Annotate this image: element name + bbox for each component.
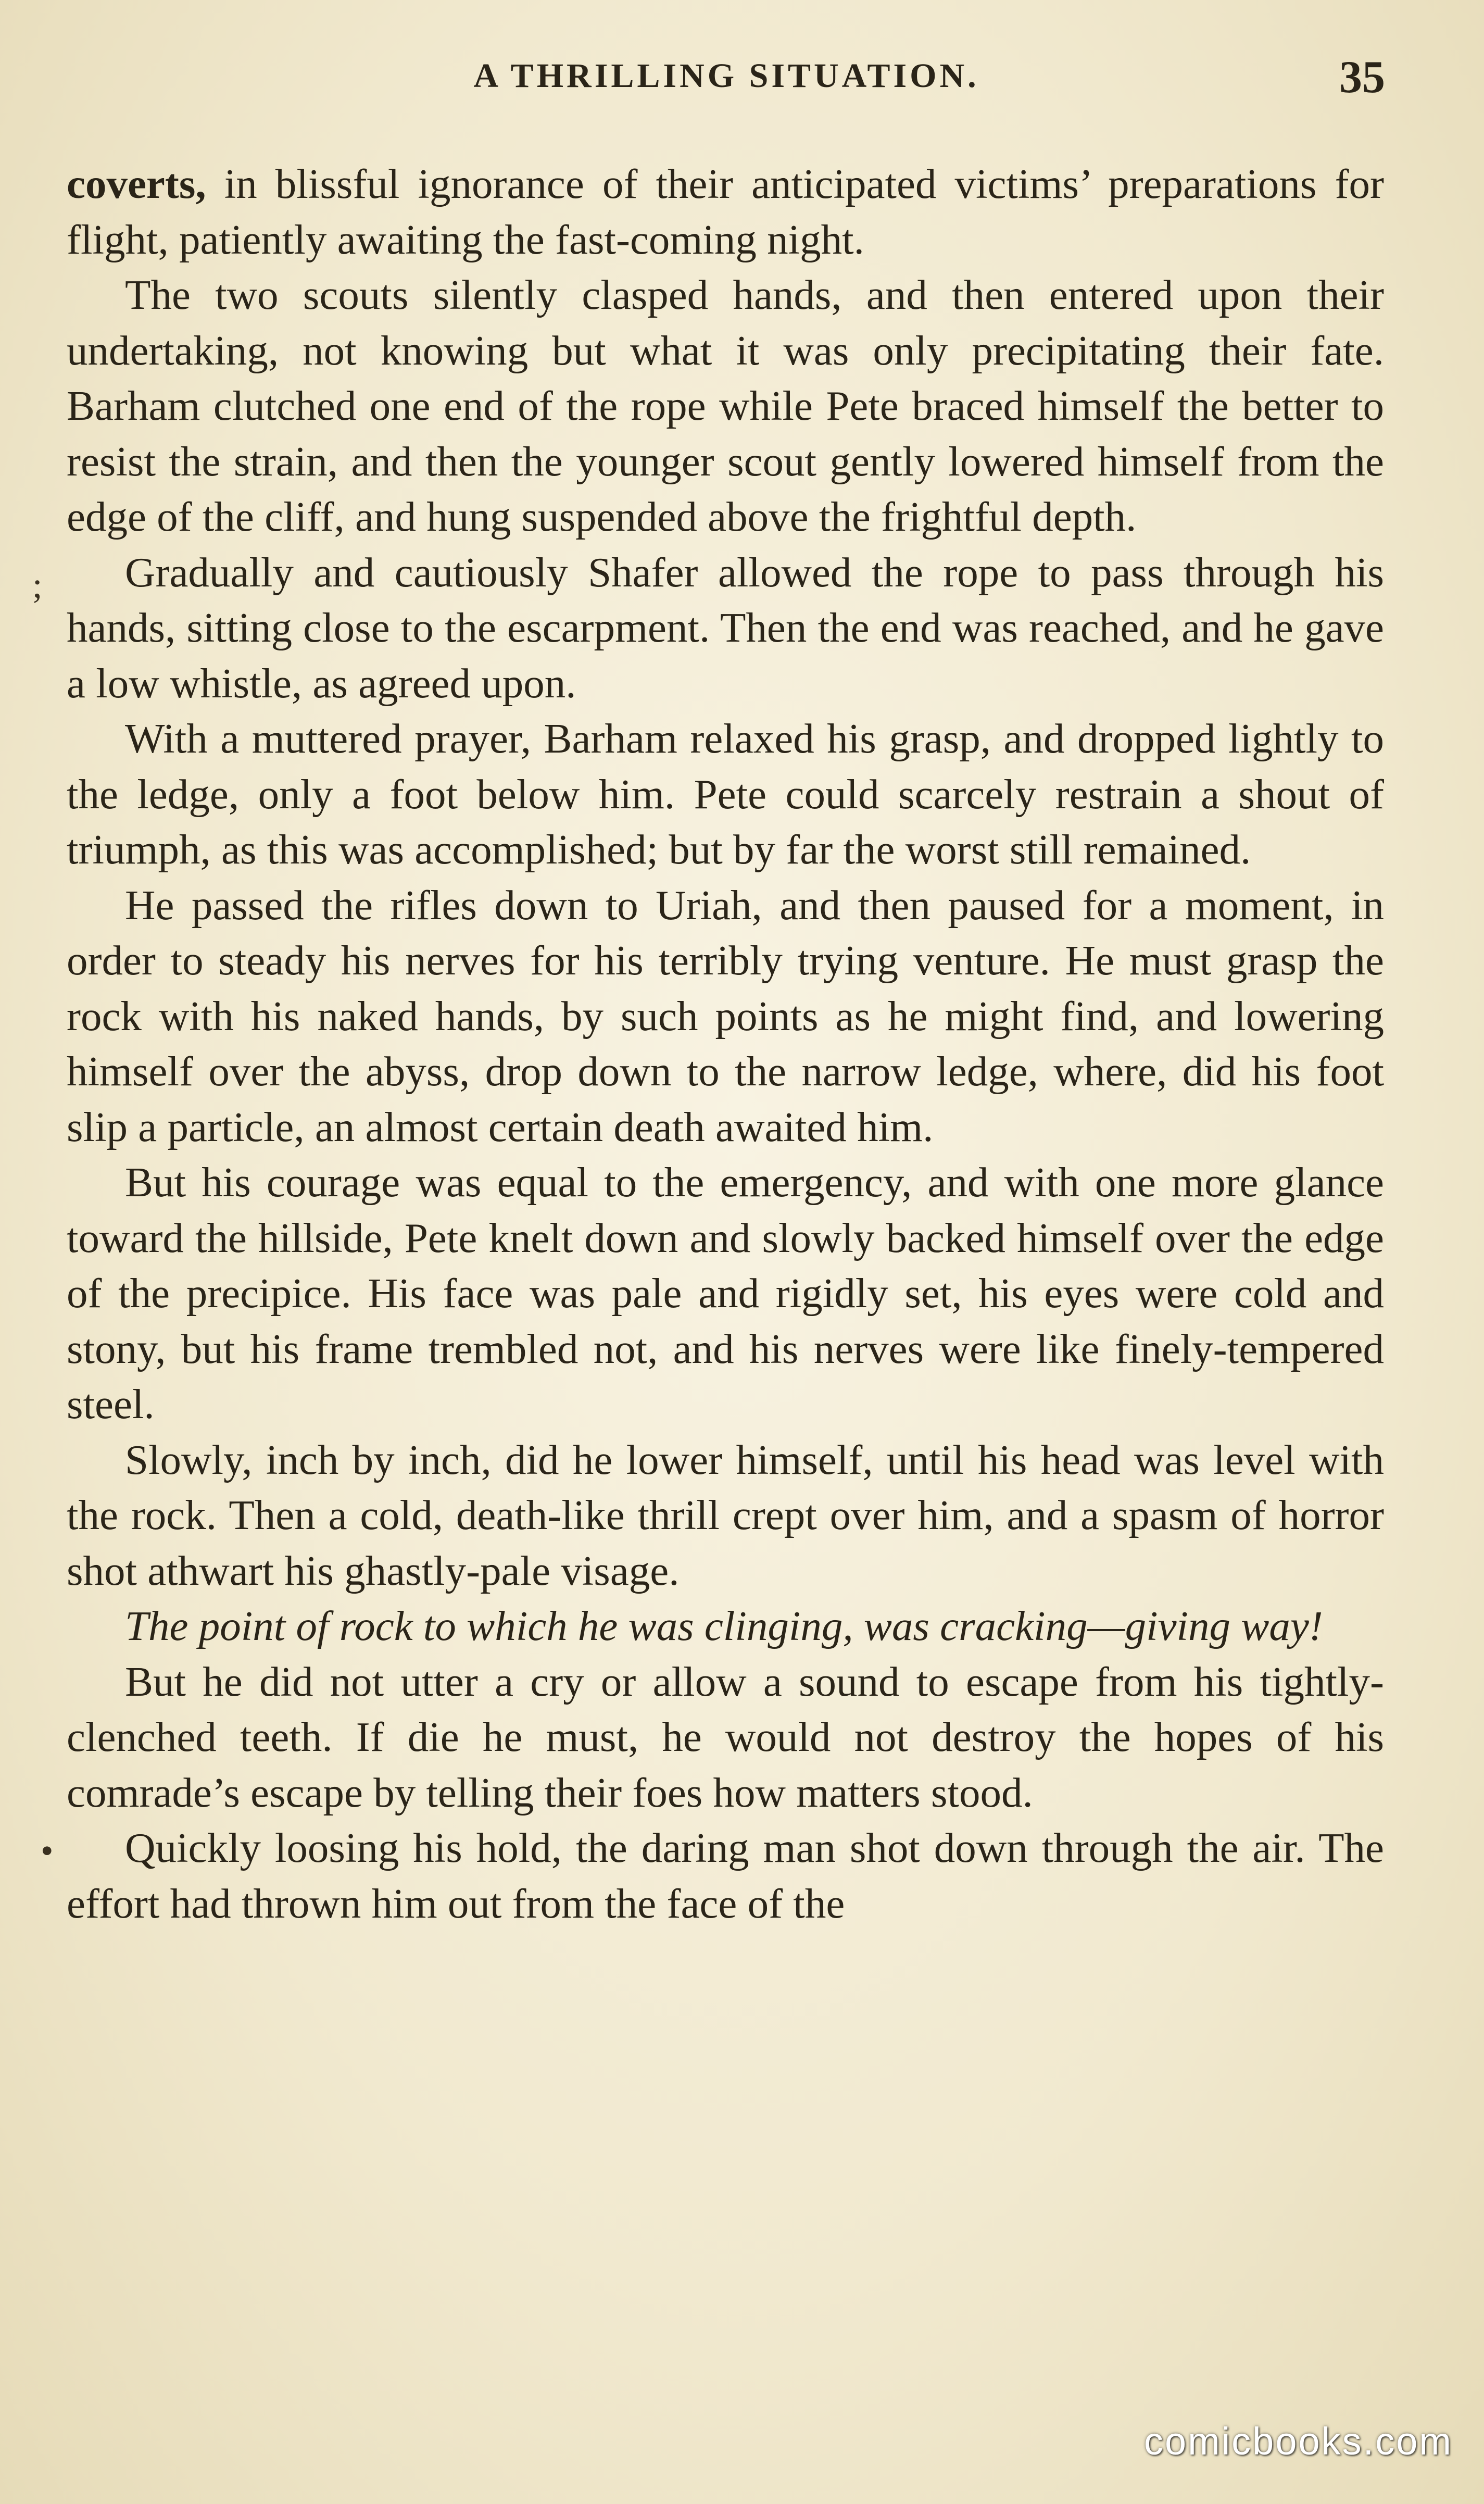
page-number: 35 [1339, 52, 1385, 103]
watermark: comicbooks.com [1143, 2420, 1453, 2463]
paragraph [67, 156, 1384, 267]
running-head: A THRILLING SITUATION. [473, 57, 979, 95]
italic-paragraph: The point of rock to which he was clinging, was cracking—giving way! [125, 1602, 1323, 1649]
paragraph-text: in blissful ignorance of their anticipated victims’ preparations for flight, patiently awaiting the fast-coming night. [67, 160, 1384, 263]
margin-mark: ; [32, 566, 43, 606]
margin-mark: • [41, 1831, 54, 1871]
paragraph: The two scouts silently clasped hands, and then entered upon their undertaking, not knowing but what it was only precipitating their fate. Barham clutched one end of the rope while Pete braced himself the better to resist the strain, and then the younger scout gently lowered himself from the edge of the cliff, and hung suspended above the frightful depth. [67, 271, 1384, 540]
page-header [68, 51, 1385, 108]
paragraph: But he did not utter a cry or allow a sound to escape from his tightly-clenched teeth. If die he must, he would not destroy the hopes of his comrade’s escape by telling their foes how matters stood. [67, 1658, 1384, 1816]
paragraph: But his courage was equal to the emergency, and with one more glance toward the hillside, Pete knelt down and slowly backed himself over the edge of the precipice. His face was pale and rigidly set, his eyes were cold and stony, but his frame trembled not, and his nerves were like finely-tempered steel. [67, 1159, 1384, 1428]
body-text [67, 156, 1384, 1931]
continued-word: coverts, [67, 160, 206, 207]
paragraph: With a muttered prayer, Barham relaxed his grasp, and dropped lightly to the ledge, only a foot below him. Pete could scarcely restrain a shout of triumph, as this was accomplished; but by far the worst still remained. [67, 715, 1384, 873]
paragraph: Quickly loosing his hold, the daring man shot down through the air. The effort had thrown him out from the face of the [67, 1824, 1384, 1927]
paragraph: Slowly, inch by inch, did he lower himself, until his head was level with the rock. Then a cold, death-like thrill crept over him, and a spasm of horror shot athwart his ghastly-pale visage. [67, 1436, 1384, 1594]
paragraph: Gradually and cautiously Shafer allowed the rope to pass through his hands, sitting close to the escarpment. Then the end was reached, and he gave a low whistle, as agreed upon. [67, 548, 1384, 707]
paragraph: He passed the rifles down to Uriah, and then paused for a moment, in order to steady his nerves for his terribly trying venture. He must grasp the rock with his naked hands, by such points as he might find, and lowering himself over the abyss, drop down to the narrow ledge, where, did his foot slip a particle, an almost certain death awaited him. [67, 881, 1384, 1150]
